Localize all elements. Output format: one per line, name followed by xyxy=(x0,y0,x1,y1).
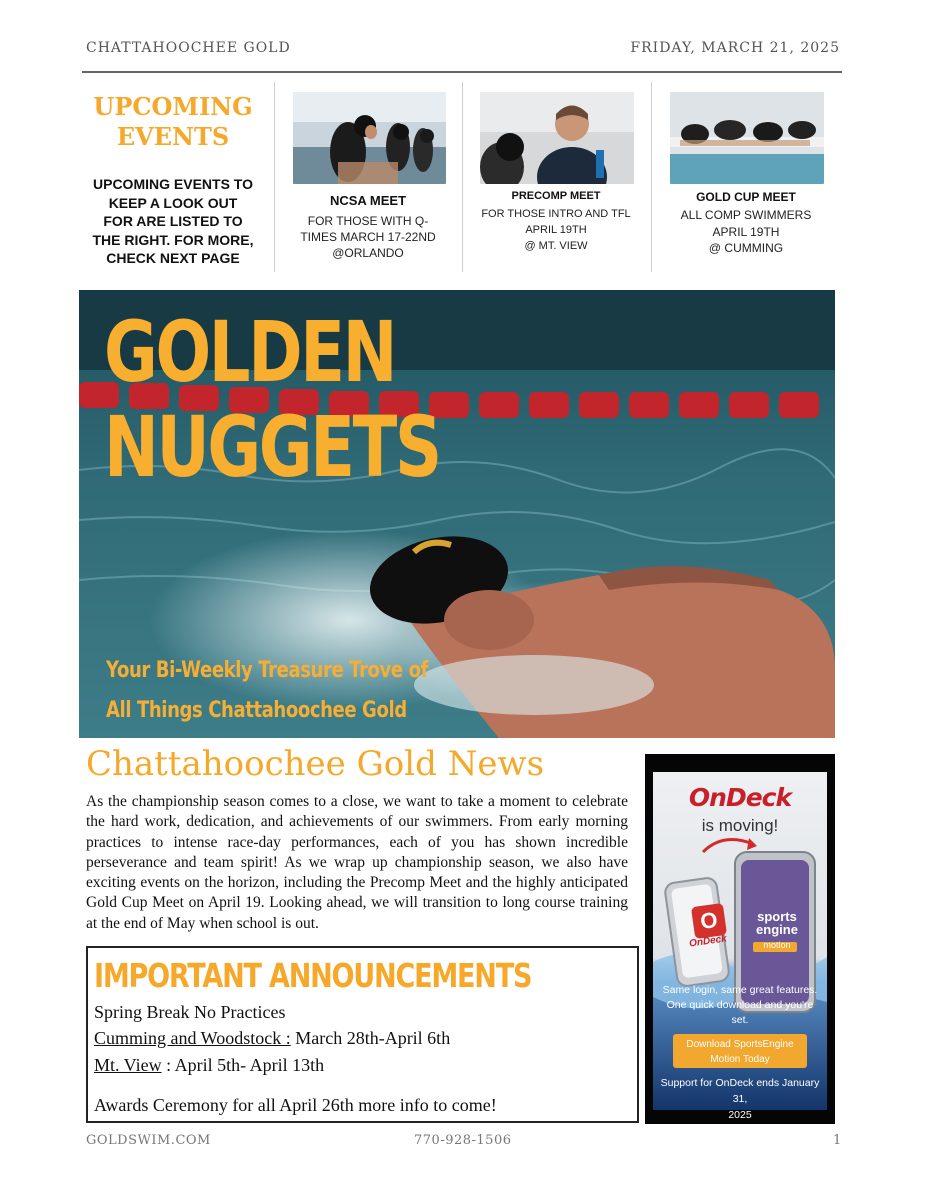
event-detail-line: FOR THOSE INTRO AND TFL xyxy=(481,208,631,220)
announcements-heading: IMPORTANT ANNOUNCEMENTS xyxy=(94,956,532,995)
column-divider xyxy=(651,82,652,272)
event-details xyxy=(470,206,642,254)
news-body: As the championship season comes to a close, we want to take a moment to celebrate the hard work, dedication, and achievements of our swimmers. From early morning practices to intense race-day performances, each of you has shown incredible perseverance and team spirit! As we wrap up championship season, we also have exciting events on the horizon, including the Precomp Meet and the highly anticipated Gold Cup Meet on April 19. Looking ahead, we will transition to long course training at the end of May when school is out. xyxy=(86,793,628,932)
header-date: FRIDAY, MARCH 21, 2025 xyxy=(630,40,840,56)
ondeck-logo: OnDeck xyxy=(688,783,792,812)
awards-line: Awards Ceremony for all April 26th more info to come! xyxy=(94,1095,497,1115)
ondeck-phone-label: OnDeck xyxy=(688,933,728,950)
event-details xyxy=(660,207,832,257)
upcoming-title-line2: EVENTS xyxy=(116,122,230,151)
upcoming-events-description: UPCOMING EVENTS TO KEEP A LOOK OUT FOR ARE LISTED TO THE RIGHT. FOR MORE, CHECK NEXT PAGE xyxy=(92,176,254,266)
masthead-title-line2: NUGGETS xyxy=(104,398,440,496)
download-sportsengine-button[interactable] xyxy=(673,1034,807,1068)
upcoming-events-title xyxy=(86,92,260,152)
support-line2: 2025 xyxy=(728,1109,752,1121)
header-divider xyxy=(82,71,842,73)
footer-phone: 770-928-1506 xyxy=(414,1133,512,1148)
header-left: CHATTAHOOCHEE GOLD xyxy=(86,40,291,56)
news-heading: Chattahoochee Gold News xyxy=(86,744,545,784)
page-number: 1 xyxy=(833,1133,842,1148)
event-detail-line: @ MT. VIEW xyxy=(524,240,588,252)
cumming-dates: March 28th-April 6th xyxy=(290,1028,451,1048)
column-divider xyxy=(462,82,463,272)
masthead-title xyxy=(104,305,440,495)
spring-break-line: Spring Break No Practices xyxy=(94,1002,286,1022)
event-detail-line: @ CUMMING xyxy=(708,241,784,255)
event-detail-line: APRIL 19TH xyxy=(525,224,587,236)
mt-view-label: Mt. View xyxy=(94,1055,162,1075)
sportsengine-motion-tag: motion xyxy=(763,940,791,950)
event-detail-line: TIMES MARCH 17-22ND xyxy=(300,230,436,244)
masthead-title-line1: GOLDEN xyxy=(104,303,396,401)
event-name: PRECOMP MEET xyxy=(511,190,601,202)
event-name: NCSA MEET xyxy=(329,193,407,208)
mt-view-dates: : April 5th- April 13th xyxy=(161,1055,325,1075)
ondeck-ad-description: Same login, same great features. One quick download and you're set. xyxy=(662,984,818,1026)
column-divider xyxy=(274,82,275,272)
ondeck-moving-text: is moving! xyxy=(701,816,779,835)
event-detail-line: ALL COMP SWIMMERS xyxy=(680,208,812,222)
ondeck-support-notice xyxy=(655,1075,825,1123)
sportsengine-line2: engine xyxy=(756,922,798,937)
mt-view-line xyxy=(94,1055,324,1076)
download-button-line2: Motion Today xyxy=(710,1054,770,1065)
cumming-woodstock-line xyxy=(94,1028,450,1049)
event-details xyxy=(282,213,454,261)
ncsa-meet-photo xyxy=(293,92,446,184)
event-name: GOLD CUP MEET xyxy=(696,190,796,204)
masthead-subtitle-line1: Your Bi-Weekly Treasure Trove of xyxy=(106,658,429,683)
footer-website: GOLDSWIM.COM xyxy=(86,1133,211,1148)
support-line1: Support for OnDeck ends January 31, xyxy=(660,1077,820,1105)
masthead-subtitle-line2: All Things Chattahoochee Gold xyxy=(106,698,407,723)
sportsengine-logo xyxy=(743,910,811,936)
gold-cup-meet-photo xyxy=(670,92,824,184)
event-detail-line: APRIL 19TH xyxy=(712,224,780,239)
ondeck-app-icon: O xyxy=(691,903,727,939)
upcoming-title-line1: UPCOMING xyxy=(93,92,253,121)
precomp-meet-photo xyxy=(480,92,634,184)
event-detail-line: FOR THOSE WITH Q- xyxy=(307,214,429,228)
sportsengine-line1: sports xyxy=(757,909,797,924)
cumming-label: Cumming and Woodstock : xyxy=(94,1028,291,1048)
event-detail-line: @ORLANDO xyxy=(332,246,404,260)
download-button-line1: Download SportsEngine xyxy=(686,1039,794,1050)
